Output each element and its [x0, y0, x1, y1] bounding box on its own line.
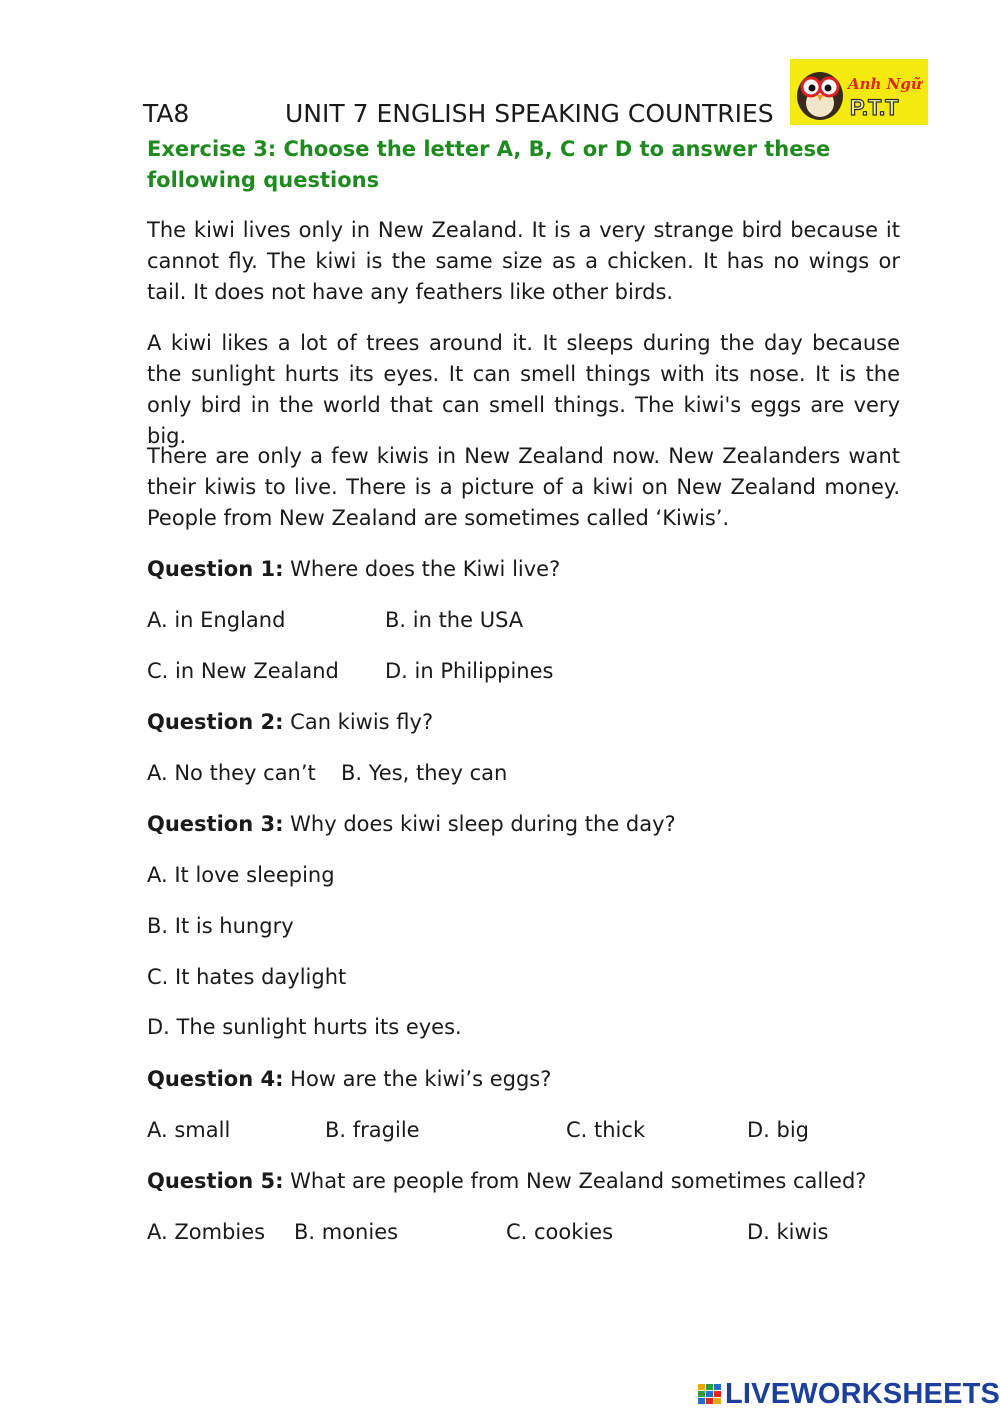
- question-4: [147, 1064, 551, 1095]
- answer-option[interactable]: B. monies: [294, 1220, 399, 1244]
- answer-option[interactable]: A. Zombies: [147, 1220, 266, 1244]
- worksheet-header: [143, 99, 774, 128]
- answer-option[interactable]: A. No they can’t: [147, 761, 316, 785]
- answer-option[interactable]: C. It hates daylight: [147, 965, 347, 989]
- question-label: Question 3:: [147, 812, 284, 836]
- question-label: Question 4:: [147, 1067, 284, 1091]
- question-text: What are people from New Zealand sometimes called?: [283, 1169, 867, 1193]
- question-5-options: [147, 1217, 828, 1248]
- question-1-options-row-1: [147, 605, 523, 636]
- passage-paragraph-3: There are only a few kiwis in New Zealand now. New Zealanders want their kiwis to live. There is a picture of a kiwi on New Zealand money. People from New Zealand are sometimes called ‘Kiwis’.: [147, 444, 900, 530]
- owl-logo-icon: [790, 59, 928, 125]
- passage-paragraph-1: The kiwi lives only in New Zealand. It is a very strange bird because it cannot fly. The kiwi is the same size as a chicken. It has no wings or tail. It does not have any feathers like other birds.: [147, 218, 900, 304]
- question-2-options: [147, 758, 507, 789]
- exercise-instruction: Exercise 3: Choose the letter A, B, C or D to answer these following questions: [147, 137, 831, 192]
- school-logo: [790, 59, 928, 125]
- answer-option[interactable]: C. in New Zealand: [147, 659, 339, 683]
- answer-option[interactable]: B. It is hungry: [147, 914, 294, 938]
- answer-option[interactable]: C. cookies: [506, 1220, 614, 1244]
- question-2: [147, 707, 433, 738]
- question-1: [147, 554, 560, 585]
- brand-name: LIVEWORKSHEETS: [725, 1377, 1000, 1410]
- answer-option[interactable]: B. Yes, they can: [341, 761, 508, 785]
- question-text: How are the kiwi’s eggs?: [283, 1067, 552, 1091]
- question-1-options-row-2: [147, 656, 553, 687]
- class-code: TA8: [143, 99, 190, 128]
- question-text: Why does kiwi sleep during the day?: [283, 812, 676, 836]
- question-text: Where does the Kiwi live?: [283, 557, 561, 581]
- svg-text:Anh Ngữ: Anh Ngữ: [848, 75, 922, 93]
- answer-option[interactable]: B. fragile: [325, 1118, 420, 1142]
- answer-option[interactable]: D. in Philippines: [385, 659, 554, 683]
- answer-option[interactable]: A. in England: [147, 608, 286, 632]
- answer-option[interactable]: A. It love sleeping: [147, 863, 335, 887]
- question-3: [147, 809, 676, 840]
- answer-option[interactable]: B. in the USA: [385, 608, 524, 632]
- question-label: Question 1:: [147, 557, 284, 581]
- question-4-options: [147, 1115, 809, 1146]
- answer-option[interactable]: D. The sunlight hurts its eyes.: [147, 1015, 462, 1039]
- liveworksheets-footer: [697, 1376, 1000, 1412]
- answer-option[interactable]: D. kiwis: [747, 1220, 829, 1244]
- answer-option[interactable]: C. thick: [566, 1118, 646, 1142]
- answer-option[interactable]: A. small: [147, 1118, 231, 1142]
- question-text: Can kiwis fly?: [283, 710, 434, 734]
- question-5: [147, 1166, 866, 1197]
- liveworksheets-logo-icon: [697, 1382, 723, 1406]
- svg-text:P.T.T: P.T.T: [850, 95, 899, 120]
- answer-option[interactable]: D. big: [747, 1118, 810, 1142]
- question-label: Question 5:: [147, 1169, 284, 1193]
- question-label: Question 2:: [147, 710, 284, 734]
- unit-title: UNIT 7 ENGLISH SPEAKING COUNTRIES: [285, 99, 774, 128]
- passage-paragraph-2: A kiwi likes a lot of trees around it. It sleeps during the day because the sunlight hurts its eyes. It can smell things with its nose. It is the only bird in the world that can smell things. The kiwi's eggs are very big.: [147, 331, 900, 448]
